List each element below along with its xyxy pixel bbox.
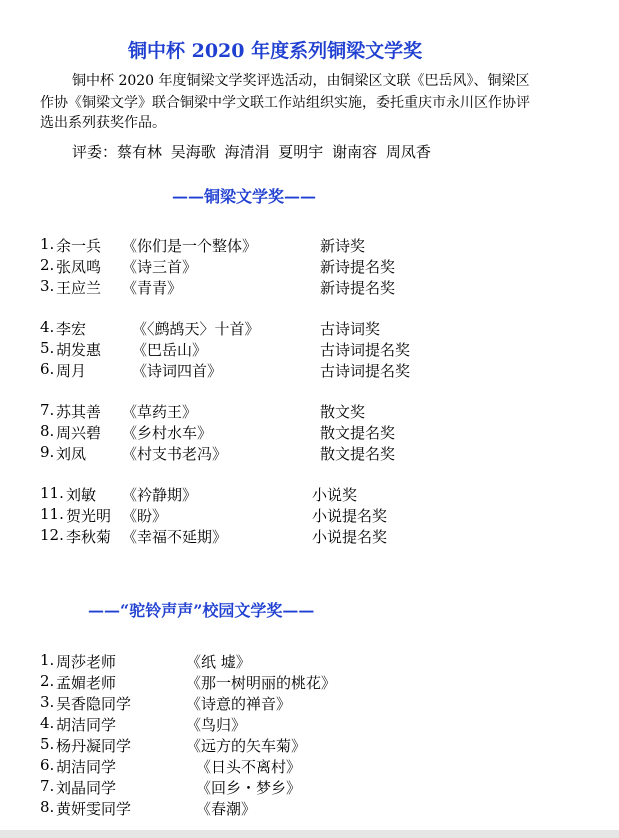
award-work: 《草药王》 bbox=[122, 403, 198, 421]
award-name: 王应兰 bbox=[56, 279, 102, 297]
award-name: 胡洁同学 bbox=[56, 716, 117, 734]
intro-line-3: 选出系列获奖作品。 bbox=[40, 115, 166, 131]
award-name: 吴香隐同学 bbox=[56, 695, 132, 713]
award-work: 《村支书老冯》 bbox=[122, 445, 228, 463]
intro-line-2: 作协《铜梁文学》联合铜梁中学文联工作站组织实施，委托重庆市永川区作协评 bbox=[40, 95, 530, 111]
award-category: 新诗奖 bbox=[320, 237, 366, 255]
award-name: 周莎老师 bbox=[56, 653, 117, 671]
award-name: 苏其善 bbox=[56, 403, 102, 421]
award-work: 《纸 墟》 bbox=[186, 653, 251, 671]
award-category: 小说奖 bbox=[312, 486, 358, 504]
award-number: 6. bbox=[40, 360, 55, 378]
award-number: 1. bbox=[40, 651, 55, 669]
award-number: 7. bbox=[40, 401, 55, 419]
award-name: 周月 bbox=[56, 362, 87, 380]
award-number: 5. bbox=[40, 339, 55, 357]
award-number: 1. bbox=[40, 235, 55, 253]
page-bottom-bar bbox=[0, 830, 619, 838]
award-number: 12. bbox=[40, 526, 64, 544]
award-category: 小说提名奖 bbox=[312, 507, 388, 525]
intro-line-1: 铜中杯 2020 年度铜梁文学奖评选活动，由铜梁区文联《巴岳风》、铜梁区 bbox=[72, 73, 530, 89]
award-number: 2. bbox=[40, 672, 55, 690]
award-category: 散文奖 bbox=[320, 403, 366, 421]
award-name: 李秋菊 bbox=[66, 528, 112, 546]
award-work: 《乡村水车》 bbox=[122, 424, 213, 442]
award-name: 黄妍雯同学 bbox=[56, 800, 132, 818]
award-work: 《诗意的禅音》 bbox=[186, 695, 292, 713]
award-work: 《诗三首》 bbox=[122, 258, 198, 276]
award-work: 《日头不离村》 bbox=[196, 758, 302, 776]
award-category: 散文提名奖 bbox=[320, 445, 396, 463]
section-heading-campus: ——“驼铃声声”校园文学奖—— bbox=[88, 601, 315, 620]
award-category: 古诗词奖 bbox=[320, 320, 381, 338]
award-work: 《远方的矢车菊》 bbox=[186, 737, 307, 755]
award-name: 刘凤 bbox=[56, 445, 87, 463]
award-category: 新诗提名奖 bbox=[320, 279, 396, 297]
award-category: 古诗词提名奖 bbox=[320, 362, 411, 380]
award-name: 贺光明 bbox=[66, 507, 112, 525]
award-number: 3. bbox=[40, 277, 55, 295]
award-number: 2. bbox=[40, 256, 55, 274]
award-name: 胡洁同学 bbox=[56, 758, 117, 776]
award-work: 《盼》 bbox=[122, 507, 168, 525]
award-number: 11. bbox=[40, 484, 64, 502]
award-work: 《你们是一个整体》 bbox=[122, 237, 258, 255]
award-name: 周兴碧 bbox=[56, 424, 102, 442]
award-number: 4. bbox=[40, 318, 55, 336]
judges-line: 评委：蔡有林 吴海歌 海清涓 夏明宇 谢南容 周凤香 bbox=[72, 143, 431, 161]
award-number: 9. bbox=[40, 443, 55, 461]
award-name: 余一兵 bbox=[56, 237, 102, 255]
award-work: 《春潮》 bbox=[196, 800, 257, 818]
award-number: 7. bbox=[40, 777, 55, 795]
award-name: 李宏 bbox=[56, 320, 87, 338]
award-name: 刘晶同学 bbox=[56, 779, 117, 797]
award-category: 小说提名奖 bbox=[312, 528, 388, 546]
award-name: 张凤鸣 bbox=[56, 258, 102, 276]
award-number: 4. bbox=[40, 714, 55, 732]
award-work: 《诗词四首》 bbox=[132, 362, 223, 380]
award-name: 杨丹凝同学 bbox=[56, 737, 132, 755]
award-category: 新诗提名奖 bbox=[320, 258, 396, 276]
award-name: 孟媚老师 bbox=[56, 674, 117, 692]
award-work: 《幸福不延期》 bbox=[122, 528, 228, 546]
document-title: 铜中杯 2020 年度系列铜梁文学奖 bbox=[128, 40, 423, 62]
award-number: 6. bbox=[40, 756, 55, 774]
award-work: 《巴岳山》 bbox=[132, 341, 208, 359]
award-number: 3. bbox=[40, 693, 55, 711]
award-category: 古诗词提名奖 bbox=[320, 341, 411, 359]
award-category: 散文提名奖 bbox=[320, 424, 396, 442]
award-work: 《〈鹧鸪天〉十首》 bbox=[132, 320, 260, 338]
award-work: 《青青》 bbox=[122, 279, 183, 297]
award-work: 《衿静期》 bbox=[122, 486, 198, 504]
award-name: 胡发惠 bbox=[56, 341, 102, 359]
award-number: 8. bbox=[40, 798, 55, 816]
award-work: 《鸟归》 bbox=[186, 716, 247, 734]
section-heading-tongliang: ——铜梁文学奖—— bbox=[172, 187, 317, 206]
award-number: 8. bbox=[40, 422, 55, 440]
award-number: 5. bbox=[40, 735, 55, 753]
award-number: 11. bbox=[40, 505, 64, 523]
award-name: 刘敏 bbox=[66, 486, 97, 504]
award-work: 《那一树明丽的桃花》 bbox=[186, 674, 337, 692]
award-work: 《回乡・梦乡》 bbox=[196, 779, 302, 797]
